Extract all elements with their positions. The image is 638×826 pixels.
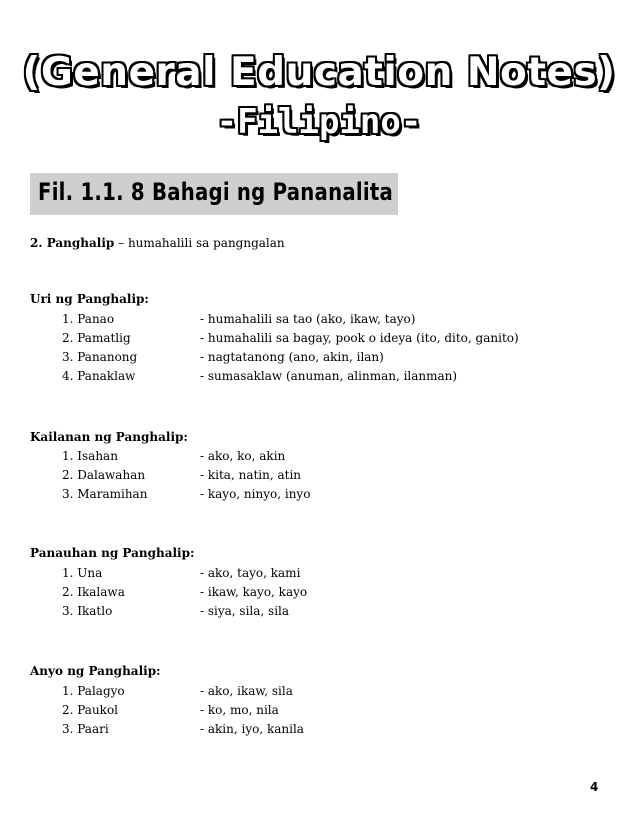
section-heading-uri: Uri ng Panghalip: xyxy=(30,292,149,306)
item-name: 1. Isahan xyxy=(62,449,118,463)
item-name: 2. Dalawahan xyxy=(62,468,146,482)
item-name: 2. Pamatlig xyxy=(62,331,131,345)
section-banner-text: Fil. 1.1. 8 Bahagi ng Pananalita xyxy=(38,178,394,206)
item-name: 2. Ikalawa xyxy=(62,585,125,599)
document-title: (General Education Notes) xyxy=(22,50,616,95)
item-name: 1. Una xyxy=(62,566,103,580)
item-name: 3. Paari xyxy=(62,722,109,736)
list-item xyxy=(0,468,638,486)
section-banner xyxy=(30,173,398,215)
item-description: - sumasaklaw (anuman, alinman, ilanman) xyxy=(200,369,458,383)
list-item xyxy=(0,722,638,740)
item-description: - ikaw, kayo, kayo xyxy=(200,585,308,599)
list-item xyxy=(0,684,638,702)
intro-definition: – humahalili sa pangngalan xyxy=(114,236,285,250)
intro-term: 2. Panghalip xyxy=(30,236,115,250)
section-heading-kailanan: Kailanan ng Panghalip: xyxy=(30,430,188,444)
intro-line xyxy=(30,236,285,250)
list-item xyxy=(0,369,638,387)
item-name: 3. Ikatlo xyxy=(62,604,113,618)
item-name: 1. Panao xyxy=(62,312,115,326)
list-item xyxy=(0,312,638,330)
document-subtitle: -Filipino- xyxy=(216,102,422,142)
item-description: - nagtatanong (ano, akin, ilan) xyxy=(200,350,384,364)
list-item xyxy=(0,350,638,368)
item-description: - siya, sila, sila xyxy=(200,604,290,618)
item-description: - ko, mo, nila xyxy=(200,703,279,717)
list-item xyxy=(0,585,638,603)
item-name: 2. Paukol xyxy=(62,703,119,717)
list-item xyxy=(0,487,638,505)
list-item xyxy=(0,604,638,622)
item-description: - ako, ko, akin xyxy=(200,449,286,463)
list-item xyxy=(0,703,638,721)
item-name: 3. Pananong xyxy=(62,350,138,364)
item-description: - akin, iyo, kanila xyxy=(200,722,304,736)
list-item xyxy=(0,566,638,584)
section-heading-panauhan: Panauhan ng Panghalip: xyxy=(30,546,195,560)
item-name: 1. Palagyo xyxy=(62,684,125,698)
item-description: - humahalili sa tao (ako, ikaw, tayo) xyxy=(200,312,416,326)
item-description: - ako, tayo, kami xyxy=(200,566,301,580)
item-description: - kayo, ninyo, inyo xyxy=(200,487,311,501)
item-name: 3. Maramihan xyxy=(62,487,148,501)
item-description: - kita, natin, atin xyxy=(200,468,302,482)
item-description: - humahalili sa bagay, pook o ideya (ito, dito, ganito) xyxy=(200,331,519,345)
list-item xyxy=(0,449,638,467)
item-description: - ako, ikaw, sila xyxy=(200,684,293,698)
list-item xyxy=(0,331,638,349)
section-heading-anyo: Anyo ng Panghalip: xyxy=(30,664,161,678)
item-name: 4. Panaklaw xyxy=(62,369,136,383)
page-number: 4 xyxy=(590,780,599,794)
